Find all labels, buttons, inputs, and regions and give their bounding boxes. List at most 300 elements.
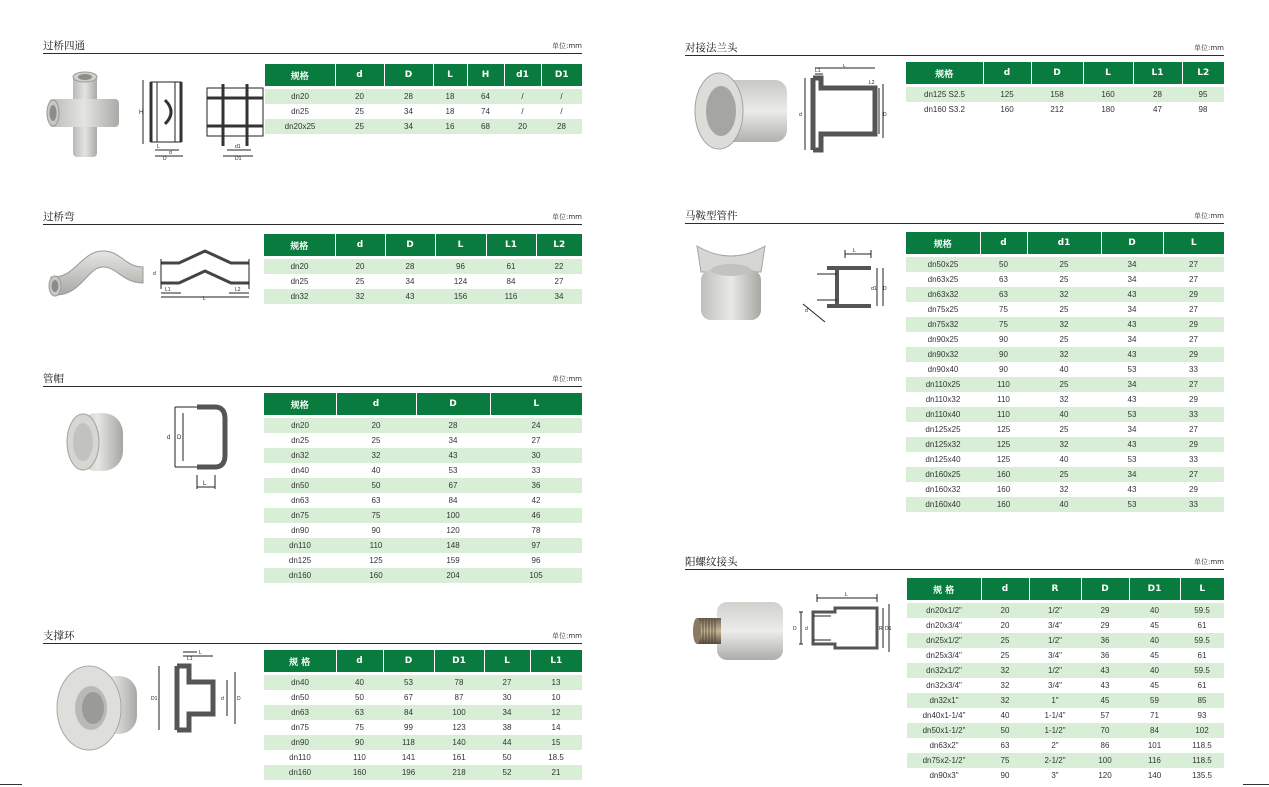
table-row bbox=[264, 523, 582, 538]
dim-label-L: L bbox=[845, 592, 848, 598]
table-row bbox=[906, 422, 1224, 437]
section-header bbox=[43, 38, 582, 54]
value-cell: 34 bbox=[1101, 332, 1163, 347]
spec-cell: dn32x3/4" bbox=[907, 678, 981, 693]
value-cell: 25 bbox=[1027, 377, 1101, 392]
table-header-row bbox=[906, 62, 1224, 84]
value-cell: 34 bbox=[1101, 257, 1163, 272]
value-cell: 116 bbox=[1129, 753, 1180, 768]
value-cell: 116 bbox=[486, 289, 536, 304]
value-cell: 33 bbox=[1163, 452, 1224, 467]
table-row bbox=[906, 482, 1224, 497]
table-row bbox=[907, 738, 1224, 753]
value-cell: 32 bbox=[981, 693, 1029, 708]
column-header: 规 格 bbox=[907, 578, 981, 600]
value-cell: 160 bbox=[980, 467, 1027, 482]
column-header: R bbox=[1029, 578, 1081, 600]
table-row bbox=[264, 720, 582, 735]
value-cell: 63 bbox=[981, 738, 1029, 753]
value-cell: 25 bbox=[1027, 467, 1101, 482]
table-row bbox=[906, 407, 1224, 422]
spec-cell: dn20 bbox=[264, 418, 336, 433]
value-cell: 34 bbox=[1101, 377, 1163, 392]
value-cell: 43 bbox=[416, 448, 490, 463]
spec-cell: dn63x2" bbox=[907, 738, 981, 753]
value-cell: 78 bbox=[434, 675, 484, 690]
value-cell: 96 bbox=[435, 259, 486, 274]
spec-cell: dn160 S3.2 bbox=[906, 102, 983, 117]
value-cell: 180 bbox=[1083, 102, 1133, 117]
value-cell: 118.5 bbox=[1180, 753, 1224, 768]
value-cell: 28 bbox=[384, 89, 433, 104]
value-cell: 3" bbox=[1029, 768, 1081, 783]
value-cell: 50 bbox=[336, 478, 416, 493]
column-header: D bbox=[416, 393, 490, 415]
value-cell: 29 bbox=[1163, 437, 1224, 452]
value-cell: 27 bbox=[1163, 272, 1224, 287]
value-cell: 125 bbox=[980, 452, 1027, 467]
dim-label-d: d bbox=[805, 626, 808, 632]
column-header: 规格 bbox=[264, 393, 336, 415]
value-cell: 45 bbox=[1129, 648, 1180, 663]
column-header: D bbox=[385, 234, 435, 256]
value-cell: 64 bbox=[467, 89, 504, 104]
value-cell: 24 bbox=[490, 418, 582, 433]
table-row bbox=[264, 274, 582, 289]
value-cell: 141 bbox=[383, 750, 434, 765]
value-cell: 25 bbox=[336, 433, 416, 448]
value-cell: 34 bbox=[385, 274, 435, 289]
dim-label-d: d bbox=[153, 271, 156, 277]
spec-cell: dn25x1/2" bbox=[907, 633, 981, 648]
section-title: 对接法兰头 bbox=[685, 42, 738, 54]
column-header: 规格 bbox=[906, 232, 980, 254]
value-cell: 43 bbox=[1081, 663, 1129, 678]
value-cell: 40 bbox=[1027, 407, 1101, 422]
value-cell: 25 bbox=[335, 119, 384, 134]
unit-label: 单位:mm bbox=[552, 375, 582, 383]
spec-cell: dn90 bbox=[264, 735, 336, 750]
value-cell: 20 bbox=[981, 618, 1029, 633]
value-cell: 59.5 bbox=[1180, 603, 1224, 618]
table-row bbox=[906, 392, 1224, 407]
column-header: d bbox=[336, 393, 416, 415]
dim-label-d: d bbox=[805, 308, 808, 314]
dim-label-D: D bbox=[177, 435, 182, 441]
value-cell: 63 bbox=[336, 493, 416, 508]
value-cell: 20 bbox=[504, 119, 541, 134]
unit-label: 单位:mm bbox=[552, 632, 582, 640]
spec-cell: dn50x1-1/2" bbox=[907, 723, 981, 738]
value-cell: 40 bbox=[1027, 452, 1101, 467]
value-cell: 87 bbox=[434, 690, 484, 705]
value-cell: 196 bbox=[383, 765, 434, 780]
value-cell: 90 bbox=[980, 347, 1027, 362]
value-cell: 27 bbox=[1163, 377, 1224, 392]
dim-label-L: L bbox=[199, 650, 202, 656]
male-thread-adapter-drawing bbox=[793, 592, 893, 662]
table-row bbox=[906, 257, 1224, 272]
value-cell: 33 bbox=[490, 463, 582, 478]
spec-cell: dn90x40 bbox=[906, 362, 980, 377]
spec-cell: dn125 S2.5 bbox=[906, 87, 983, 102]
value-cell: 75 bbox=[980, 302, 1027, 317]
spec-table-saddle bbox=[906, 232, 1224, 512]
value-cell: / bbox=[504, 89, 541, 104]
flange-adapter-drawing bbox=[799, 64, 889, 156]
column-header: D bbox=[1031, 62, 1083, 84]
value-cell: 160 bbox=[336, 765, 383, 780]
value-cell: 61 bbox=[486, 259, 536, 274]
value-cell: 101 bbox=[1129, 738, 1180, 753]
spec-cell: dn63 bbox=[264, 705, 336, 720]
table-header-row bbox=[906, 232, 1224, 254]
spec-cell: dn63x25 bbox=[906, 272, 980, 287]
value-cell: 34 bbox=[416, 433, 490, 448]
value-cell: 2-1/2" bbox=[1029, 753, 1081, 768]
table-row bbox=[906, 287, 1224, 302]
value-cell: 40 bbox=[981, 708, 1029, 723]
value-cell: 25 bbox=[335, 104, 384, 119]
value-cell: / bbox=[541, 104, 582, 119]
spec-cell: dn25x3/4" bbox=[907, 648, 981, 663]
value-cell: 75 bbox=[336, 508, 416, 523]
value-cell: 3/4" bbox=[1029, 648, 1081, 663]
spec-cell: dn50 bbox=[264, 690, 336, 705]
value-cell: 32 bbox=[1027, 482, 1101, 497]
value-cell: 25 bbox=[1027, 422, 1101, 437]
value-cell: 34 bbox=[1101, 302, 1163, 317]
spec-table-male-thread bbox=[907, 578, 1224, 783]
value-cell: 120 bbox=[1081, 768, 1129, 783]
column-header: L bbox=[1163, 232, 1224, 254]
value-cell: 1/2" bbox=[1029, 603, 1081, 618]
value-cell: 14 bbox=[530, 720, 582, 735]
value-cell: 50 bbox=[981, 723, 1029, 738]
table-header-row bbox=[264, 234, 582, 256]
value-cell: 32 bbox=[981, 678, 1029, 693]
section-male-thread bbox=[685, 554, 1224, 784]
value-cell: 28 bbox=[541, 119, 582, 134]
table-row bbox=[906, 497, 1224, 512]
value-cell: 160 bbox=[980, 497, 1027, 512]
value-cell: 25 bbox=[1027, 272, 1101, 287]
spec-cell: dn125x40 bbox=[906, 452, 980, 467]
bridge-bend-photo bbox=[47, 245, 149, 301]
column-header: d bbox=[336, 650, 383, 672]
value-cell: 61 bbox=[1180, 678, 1224, 693]
table-row bbox=[906, 362, 1224, 377]
value-cell: 1-1/4" bbox=[1029, 708, 1081, 723]
spec-cell: dn75x25 bbox=[906, 302, 980, 317]
value-cell: 33 bbox=[1163, 497, 1224, 512]
spec-cell: dn90x32 bbox=[906, 347, 980, 362]
bridge-bend-drawing bbox=[153, 245, 261, 301]
spec-cell: dn110 bbox=[264, 538, 336, 553]
table-row bbox=[906, 437, 1224, 452]
value-cell: 53 bbox=[416, 463, 490, 478]
unit-label: 单位:mm bbox=[1194, 212, 1224, 220]
value-cell: 25 bbox=[981, 633, 1029, 648]
spec-cell: dn160x40 bbox=[906, 497, 980, 512]
value-cell: 34 bbox=[1101, 467, 1163, 482]
value-cell: 28 bbox=[385, 259, 435, 274]
spec-cell: dn20x25 bbox=[265, 119, 335, 134]
value-cell: 18.5 bbox=[530, 750, 582, 765]
table-row bbox=[906, 452, 1224, 467]
value-cell: 20 bbox=[335, 259, 385, 274]
value-cell: 120 bbox=[416, 523, 490, 538]
column-header: D bbox=[384, 64, 433, 86]
value-cell: 40 bbox=[1129, 663, 1180, 678]
value-cell: 43 bbox=[1101, 392, 1163, 407]
value-cell: 25 bbox=[1027, 332, 1101, 347]
value-cell: 38 bbox=[484, 720, 530, 735]
value-cell: 25 bbox=[981, 648, 1029, 663]
table-row bbox=[264, 735, 582, 750]
value-cell: 21 bbox=[530, 765, 582, 780]
value-cell: 158 bbox=[1031, 87, 1083, 102]
dim-label-D: D bbox=[163, 156, 167, 162]
value-cell: 40 bbox=[336, 463, 416, 478]
section-header bbox=[685, 208, 1224, 224]
value-cell: 12 bbox=[530, 705, 582, 720]
dim-label-D1: D1 bbox=[885, 626, 892, 632]
value-cell: 27 bbox=[1163, 467, 1224, 482]
column-header: d bbox=[983, 62, 1031, 84]
value-cell: 90 bbox=[981, 768, 1029, 783]
value-cell: 100 bbox=[1081, 753, 1129, 768]
flange-adapter-photo bbox=[693, 68, 793, 154]
section-cross bbox=[43, 38, 582, 162]
value-cell: 40 bbox=[1129, 603, 1180, 618]
value-cell: 36 bbox=[490, 478, 582, 493]
dim-label-D: D bbox=[883, 286, 887, 292]
value-cell: 84 bbox=[383, 705, 434, 720]
column-header: d bbox=[980, 232, 1027, 254]
value-cell: 98 bbox=[1182, 102, 1224, 117]
value-cell: 29 bbox=[1163, 317, 1224, 332]
column-header: L2 bbox=[536, 234, 582, 256]
value-cell: 32 bbox=[1027, 347, 1101, 362]
value-cell: 27 bbox=[490, 433, 582, 448]
table-row bbox=[907, 603, 1224, 618]
table-row bbox=[906, 272, 1224, 287]
table-row bbox=[264, 508, 582, 523]
value-cell: 40 bbox=[1027, 362, 1101, 377]
value-cell: 68 bbox=[467, 119, 504, 134]
value-cell: 29 bbox=[1163, 392, 1224, 407]
value-cell: 124 bbox=[435, 274, 486, 289]
value-cell: 47 bbox=[1133, 102, 1182, 117]
column-header: L1 bbox=[1133, 62, 1182, 84]
value-cell: 36 bbox=[1081, 648, 1129, 663]
column-header: d bbox=[981, 578, 1029, 600]
value-cell: 40 bbox=[1129, 633, 1180, 648]
table-header-row bbox=[264, 650, 582, 672]
spec-table-ring bbox=[264, 650, 582, 780]
spec-cell: dn32 bbox=[264, 289, 335, 304]
table-row bbox=[907, 753, 1224, 768]
value-cell: 43 bbox=[1101, 317, 1163, 332]
value-cell: 125 bbox=[983, 87, 1031, 102]
column-header: d1 bbox=[1027, 232, 1101, 254]
value-cell: 45 bbox=[1129, 678, 1180, 693]
column-header: L bbox=[490, 393, 582, 415]
support-ring-drawing bbox=[149, 650, 247, 750]
table-row bbox=[264, 705, 582, 720]
value-cell: / bbox=[504, 104, 541, 119]
table-header-row bbox=[265, 64, 582, 86]
dim-label-L: L bbox=[157, 144, 160, 150]
spec-cell: dn50 bbox=[264, 478, 336, 493]
spec-cell: dn90x25 bbox=[906, 332, 980, 347]
value-cell: 135.5 bbox=[1180, 768, 1224, 783]
value-cell: 53 bbox=[383, 675, 434, 690]
value-cell: 140 bbox=[1129, 768, 1180, 783]
dim-label-L1: L1 bbox=[165, 287, 171, 293]
dim-label-d: d bbox=[799, 112, 802, 118]
value-cell: 67 bbox=[383, 690, 434, 705]
value-cell: 85 bbox=[1180, 693, 1224, 708]
cross-section-drawing bbox=[135, 76, 285, 162]
table-row bbox=[264, 765, 582, 780]
pipe-cap-drawing bbox=[159, 399, 239, 491]
value-cell: 28 bbox=[416, 418, 490, 433]
section-cap bbox=[43, 371, 582, 586]
dim-label-L1: L1 bbox=[815, 68, 821, 74]
column-header: L bbox=[484, 650, 530, 672]
value-cell: 45 bbox=[1081, 693, 1129, 708]
table-row bbox=[906, 87, 1224, 102]
value-cell: 27 bbox=[536, 274, 582, 289]
value-cell: 16 bbox=[433, 119, 467, 134]
value-cell: 32 bbox=[1027, 392, 1101, 407]
spec-cell: dn40x1-1/4" bbox=[907, 708, 981, 723]
value-cell: 25 bbox=[1027, 302, 1101, 317]
table-row bbox=[907, 663, 1224, 678]
page-edge-mark-left bbox=[0, 784, 22, 785]
value-cell: 86 bbox=[1081, 738, 1129, 753]
value-cell: 74 bbox=[467, 104, 504, 119]
value-cell: 161 bbox=[434, 750, 484, 765]
table-row bbox=[907, 708, 1224, 723]
value-cell: 90 bbox=[336, 523, 416, 538]
column-header: D bbox=[1101, 232, 1163, 254]
spec-table-bend bbox=[264, 234, 582, 304]
dim-label-D1: D1 bbox=[235, 156, 242, 162]
value-cell: 29 bbox=[1163, 482, 1224, 497]
dim-label-L: L bbox=[203, 481, 207, 487]
spec-cell: dn110 bbox=[264, 750, 336, 765]
table-row bbox=[907, 648, 1224, 663]
table-row bbox=[906, 377, 1224, 392]
value-cell: 110 bbox=[336, 750, 383, 765]
value-cell: 160 bbox=[336, 568, 416, 583]
value-cell: 204 bbox=[416, 568, 490, 583]
dim-label-R: R bbox=[879, 626, 883, 632]
value-cell: 84 bbox=[416, 493, 490, 508]
column-header: 规格 bbox=[906, 62, 983, 84]
dim-label-L2: L2 bbox=[235, 287, 241, 293]
saddle-fitting-photo bbox=[695, 242, 767, 324]
section-header bbox=[43, 628, 582, 644]
value-cell: 32 bbox=[1027, 317, 1101, 332]
dim-label-L1: L1 bbox=[187, 656, 193, 662]
value-cell: 33 bbox=[1163, 407, 1224, 422]
spec-cell: dn25 bbox=[264, 274, 335, 289]
dim-label-d: d bbox=[167, 435, 171, 441]
section-header bbox=[43, 209, 582, 225]
value-cell: 148 bbox=[416, 538, 490, 553]
value-cell: 160 bbox=[980, 482, 1027, 497]
value-cell: 22 bbox=[536, 259, 582, 274]
unit-label: 单位:mm bbox=[552, 213, 582, 221]
table-row bbox=[264, 675, 582, 690]
table-row bbox=[264, 418, 582, 433]
table-row bbox=[907, 678, 1224, 693]
value-cell: 96 bbox=[490, 553, 582, 568]
value-cell: 1" bbox=[1029, 693, 1081, 708]
cross-fitting-photo bbox=[45, 71, 123, 159]
value-cell: 32 bbox=[335, 289, 385, 304]
value-cell: 44 bbox=[484, 735, 530, 750]
value-cell: 53 bbox=[1101, 407, 1163, 422]
spec-cell: dn160x32 bbox=[906, 482, 980, 497]
spec-cell: dn20 bbox=[265, 89, 335, 104]
value-cell: 52 bbox=[484, 765, 530, 780]
value-cell: 123 bbox=[434, 720, 484, 735]
value-cell: 95 bbox=[1182, 87, 1224, 102]
value-cell: 156 bbox=[435, 289, 486, 304]
value-cell: 1-1/2" bbox=[1029, 723, 1081, 738]
value-cell: 110 bbox=[980, 392, 1027, 407]
value-cell: 3/4" bbox=[1029, 618, 1081, 633]
value-cell: 110 bbox=[336, 538, 416, 553]
value-cell: 27 bbox=[1163, 332, 1224, 347]
pipe-cap-photo bbox=[63, 407, 129, 477]
value-cell: 53 bbox=[1101, 362, 1163, 377]
value-cell: 50 bbox=[336, 690, 383, 705]
value-cell: 43 bbox=[1101, 482, 1163, 497]
table-row bbox=[264, 750, 582, 765]
dim-label-L: L bbox=[853, 248, 856, 254]
value-cell: 13 bbox=[530, 675, 582, 690]
value-cell: 90 bbox=[980, 332, 1027, 347]
spec-cell: dn32x1/2" bbox=[907, 663, 981, 678]
spec-cell: dn125x25 bbox=[906, 422, 980, 437]
spec-cell: dn40 bbox=[264, 463, 336, 478]
spec-cell: dn125x32 bbox=[906, 437, 980, 452]
value-cell: 34 bbox=[536, 289, 582, 304]
dim-label-D: D bbox=[883, 112, 887, 118]
value-cell: 34 bbox=[1101, 272, 1163, 287]
column-header: D1 bbox=[1129, 578, 1180, 600]
section-ring bbox=[43, 628, 582, 783]
spec-table-cap bbox=[264, 393, 582, 583]
spec-cell: dn25 bbox=[265, 104, 335, 119]
spec-cell: dn20x1/2" bbox=[907, 603, 981, 618]
value-cell: 25 bbox=[1027, 257, 1101, 272]
column-header: L bbox=[433, 64, 467, 86]
value-cell: 25 bbox=[335, 274, 385, 289]
value-cell: 33 bbox=[1163, 362, 1224, 377]
spec-cell: dn110x25 bbox=[906, 377, 980, 392]
spec-table-flange bbox=[906, 62, 1224, 117]
table-row bbox=[906, 467, 1224, 482]
value-cell: 3/4" bbox=[1029, 678, 1081, 693]
value-cell: 27 bbox=[484, 675, 530, 690]
